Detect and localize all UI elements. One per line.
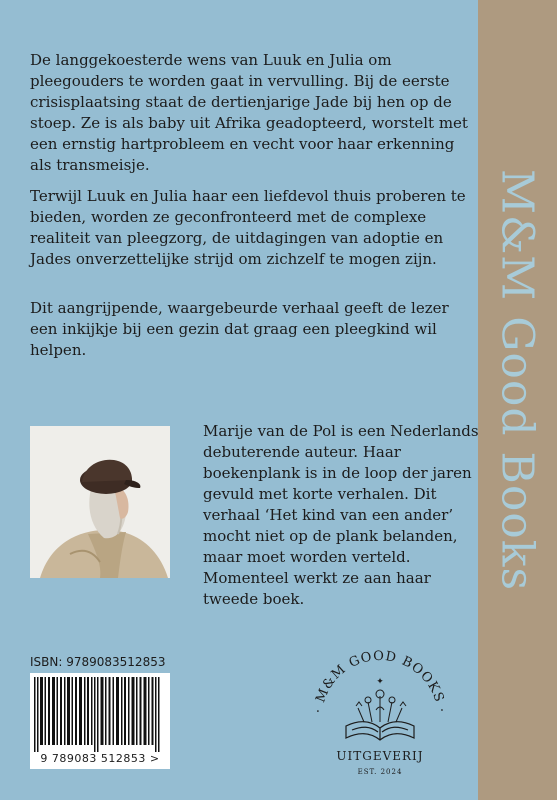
blurb-paragraph-2: Terwijl Luuk en Julia haar een liefdevol thuis proberen te bieden, worden ze geconfronteerd met de complexe realiteit van pleegzorg, de uitdagingen van adoptie en Jades onverzettelijke strijd om zichzelf te mogen zijn. <box>30 187 466 268</box>
publisher-logo <box>300 640 460 780</box>
barcode-digits: 9 789083 512853 > <box>30 752 170 765</box>
spine-publisher-name: M&M Good Books <box>491 168 543 592</box>
author-photo-illustration <box>30 426 170 578</box>
isbn-label: ISBN: 9789083512853 <box>30 655 166 669</box>
flowers-icon <box>356 690 406 722</box>
blurb-paragraph-1: De langgekoesterde wens van Luuk en Julia om pleegouders te worden gaat in vervulling. Bij de eerste crisisplaatsing staat de dertienjarige Jade bij hen op de stoep. Ze is als baby uit Afrika geadopteerd, worstelt met een ernstig hartprobleem en vecht voor haar erkenning als transmeisje. <box>30 51 468 174</box>
publisher-logo-seal <box>300 640 460 780</box>
star-icon: ✦ <box>376 677 384 687</box>
author-bio: Marije van de Pol is een Nederlands debuterende auteur. Haar boekenplank is in de loop der jaren gevuld met korte verhalen. Dit verhaal ‘Het kind van een ander’ mocht niet op de plank belanden, maar moet worden verteld. Momenteel werkt ze aan haar tweede boek. <box>203 422 479 608</box>
logo-arc-text: · M&M GOOD BOOKS · <box>311 648 449 715</box>
author-photo <box>30 426 170 578</box>
blurb-paragraph-3: Dit aangrijpende, waargebeurde verhaal geeft de lezer een inkijkje bij een gezin dat graag een pleegkind wil helpen. <box>30 299 449 359</box>
logo-est: EST. 2024 <box>357 768 403 776</box>
open-book-icon <box>346 722 414 740</box>
logo-subtitle: UITGEVERIJ <box>336 749 424 763</box>
barcode-bars <box>30 673 170 753</box>
